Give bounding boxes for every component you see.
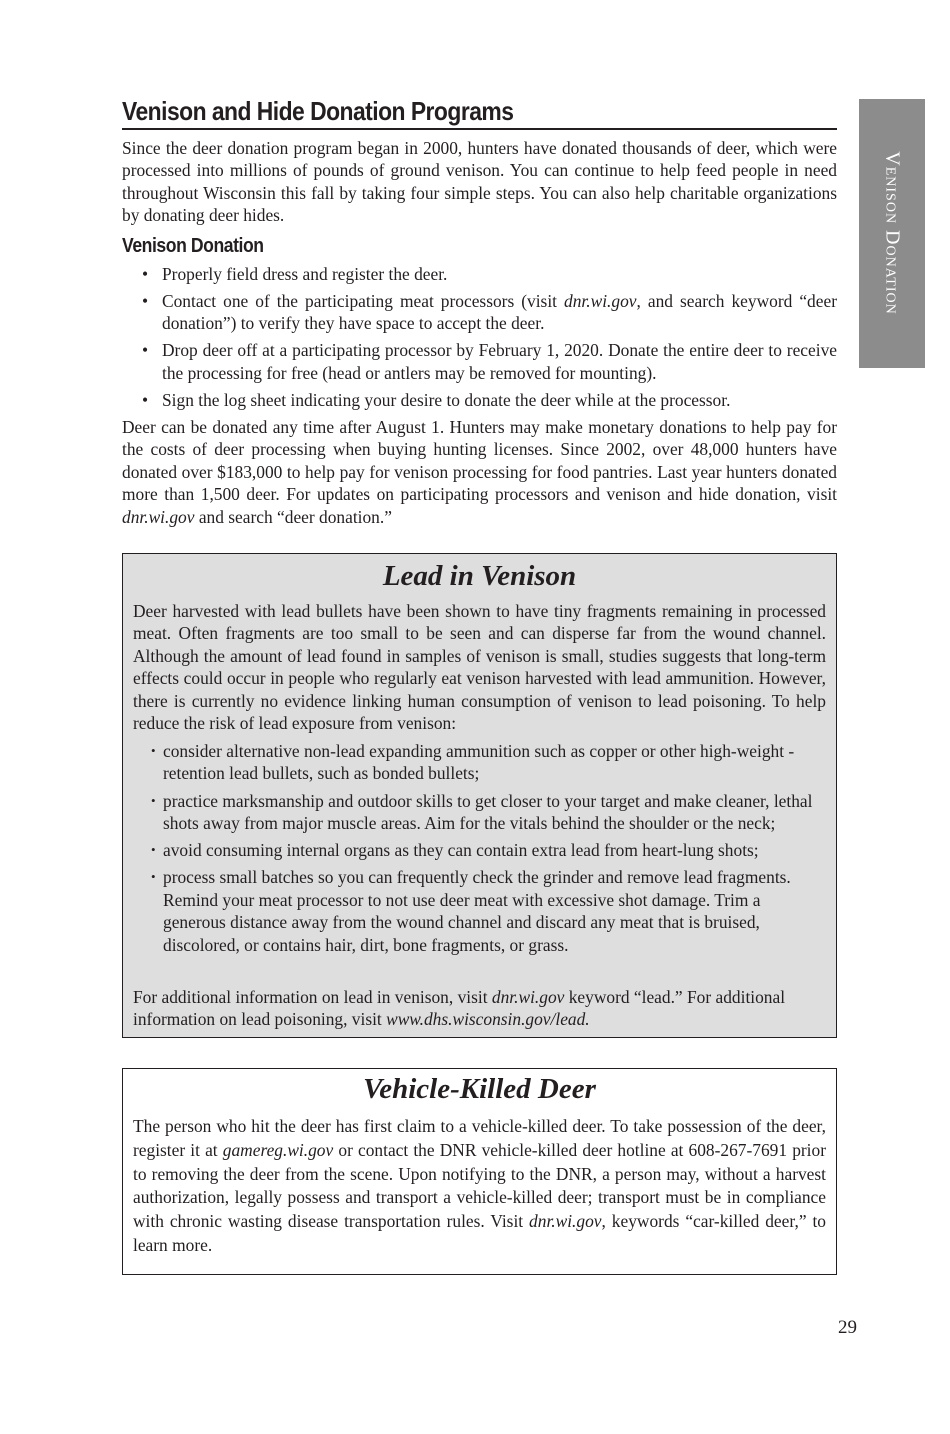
vehicle-paragraph <box>133 1115 826 1258</box>
subheading-venison-donation: Venison Donation <box>122 235 264 257</box>
step-text: Sign the log sheet indicating your desire to donate the deer while at the processor. <box>162 389 731 410</box>
dnr-link[interactable]: dnr.wi.gov <box>491 987 565 1007</box>
bullet-icon: • <box>151 842 156 858</box>
vehicle-text: , keywords “car-killed deer,” to learn more. <box>133 1211 826 1255</box>
closing-text: and search “deer donation.” <box>194 506 392 527</box>
donation-step <box>140 263 837 285</box>
donation-step <box>140 339 837 384</box>
dhs-link[interactable]: www.dhs.wisconsin.gov/lead. <box>386 1009 590 1030</box>
lead-tip <box>151 740 827 785</box>
gamereg-link[interactable]: gamereg.wi.gov <box>222 1139 334 1160</box>
lead-tips-list <box>151 740 827 961</box>
donation-steps-list <box>140 263 837 416</box>
side-tab-label: Venison Donation <box>881 151 904 315</box>
footer-text: For additional information on lead in venison, visit <box>133 987 492 1007</box>
tip-text: avoid consuming internal organs as they can contain extra lead from heart-lung shots; <box>163 840 759 861</box>
step-text: , and search keyword “deer donation”) to verify they have space to accept the deer. <box>162 291 837 334</box>
page-title: Venison and Hide Donation Programs <box>122 96 514 126</box>
lead-intro-paragraph: Deer harvested with lead bullets have been shown to have tiny fragments remaining in processed meat. Often fragments are too small to be seen and can disperse far from the wound channel. Although the amount of lead found in samples of venison is small, studies suggests that long-term effects could occur in people who regularly eat venison harvested with lead ammunition. However, there is currently no evidence linking human consumption of venison to lead poisoning. To help reduce the risk of lead exposure from venison: <box>133 601 826 734</box>
lead-tip <box>151 839 827 861</box>
bullet-icon: • <box>142 264 149 284</box>
vehicle-box-title: Vehicle-Killed Deer <box>363 1073 596 1105</box>
bullet-icon: • <box>142 291 149 311</box>
step-text: Contact one of the participating meat processors (visit <box>162 291 565 311</box>
step-text: Drop deer off at a participating processor by February 1, 2020. Donate the entire deer to receive the processing for free (head or antlers may be removed for mounting). <box>162 340 837 383</box>
bullet-icon: • <box>142 340 149 361</box>
bullet-icon: • <box>151 869 156 885</box>
lead-in-venison-box <box>122 553 837 1038</box>
dnr-link[interactable]: dnr.wi.gov <box>564 291 637 311</box>
lead-tip <box>151 790 827 835</box>
section-side-tab <box>859 99 925 368</box>
page-number: 29 <box>838 1317 857 1338</box>
intro-paragraph: Since the deer donation program began in 2000, hunters have donated thousands of deer, which were processed into millions of pounds of ground venison. You can continue to help feed people in need throughout Wisconsin this fall by taking four simple steps. You can also help charitable organizations by donating deer hides. <box>122 138 837 226</box>
donation-step <box>140 290 837 335</box>
lead-box-title: Lead in Venison <box>382 560 577 592</box>
tip-text: practice marksmanship and outdoor skills to get closer to your target and make cleaner, lethal shots away from major muscle areas. Aim for the vitals behind the shoulder or the neck; <box>163 790 813 834</box>
vehicle-killed-deer-box <box>122 1068 837 1275</box>
title-rule <box>122 128 837 130</box>
step-text: Properly field dress and register the deer. <box>162 264 448 284</box>
dnr-link[interactable]: dnr.wi.gov <box>122 506 195 527</box>
lead-tip <box>151 866 827 956</box>
donation-step <box>140 389 837 411</box>
vehicle-text: The person who hit the deer has first claim to a vehicle-killed deer. To take possession of the deer, register it at <box>133 1116 826 1160</box>
bullet-icon: • <box>151 743 156 758</box>
closing-paragraph <box>122 416 837 528</box>
lead-footer-paragraph <box>133 986 826 1031</box>
bullet-icon: • <box>151 792 156 808</box>
tip-text: consider alternative non-lead expanding ammunition such as copper or other high-weight -retention lead bullets, such as bonded bullets; <box>163 741 795 784</box>
closing-text: Deer can be donated any time after August 1. Hunters may make monetary donations to help pay for the costs of deer processing when buying hunting licenses. Since 2002, over 48,000 hunters have donated over $183,000 to help pay for venison processing for food pantries. Last year hunters donated more than 1,500 deer. For updates on participating processors and venison and hide donation, visit <box>122 417 837 505</box>
footer-text: keyword “lead.” For additional information on lead poisoning, visit <box>133 987 786 1030</box>
dnr-link[interactable]: dnr.wi.gov <box>529 1211 602 1232</box>
tip-text: process small batches so you can frequently check the grinder and remove lead fragments. Remind your meat processor to not use deer meat with excessive shot damage. Trim a generous distance away from the wound channel and discard any meat that is bruised, discolored, or contains hair, dirt, bone fragments, or grass. <box>163 867 791 955</box>
vehicle-text: or contact the DNR vehicle-killed deer hotline at 608-267-7691 prior to removing the deer from the scene. Upon notifying to the DNR, a person may, without a harvest authorization, legally possess and transport a vehicle-killed deer; transport must be in compliance with chronic wasting disease transportation rules. Visit <box>133 1139 827 1232</box>
bullet-icon: • <box>142 389 149 410</box>
